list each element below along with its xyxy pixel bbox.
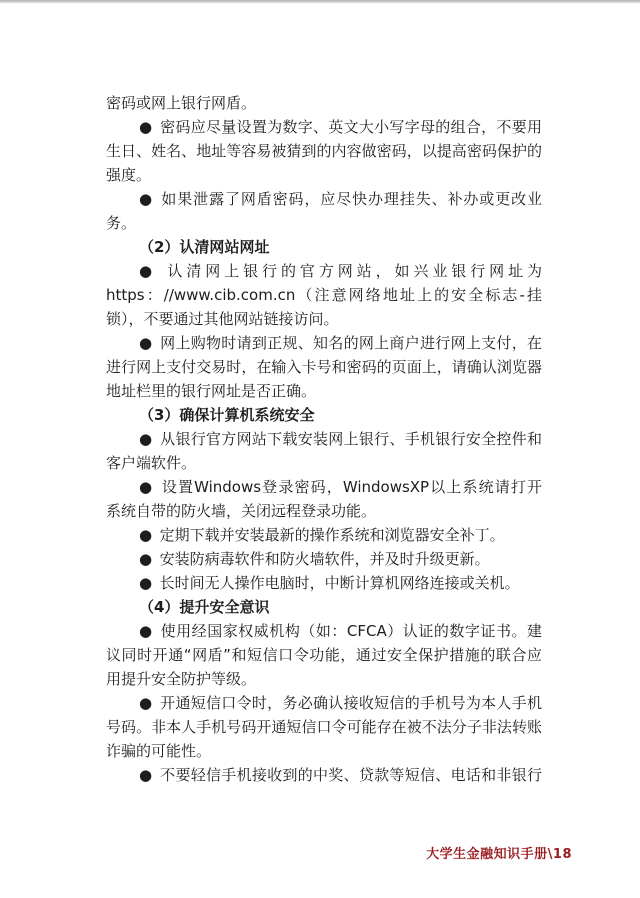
section-heading: （3）确保计算机系统安全 (139, 406, 315, 424)
section-heading: （2）认清网站网址 (139, 238, 270, 256)
text-line: ● 网上购物时请到正规、知名的网上商户进行网上支付，在 (139, 334, 542, 352)
text-line: 密码或网上银行网盾。 (106, 94, 257, 112)
text-line: 议同时开通“网盾”和短信口令功能，通过安全保护措施的联合应 (106, 646, 542, 664)
text-line: ● 长时间无人操作电脑时，中断计算机网络连接或关机。 (139, 574, 520, 592)
page-footer: 大学生金融知识手册\18 (426, 847, 572, 862)
text-line: https：//www.cib.com.cn（注意网络地址上的安全标志-挂 (106, 286, 542, 304)
text-line: ● 密码应尽量设置为数字、英文大小写字母的组合，不要用 (139, 118, 542, 136)
text-line: 锁），不要通过其他网站链接访问。 (106, 310, 339, 328)
text-line: ● 不要轻信手机接收到的中奖、贷款等短信、电话和非银行 (139, 766, 542, 784)
text-line: ● 安装防病毒软件和防火墙软件，并及时升级更新。 (139, 550, 490, 568)
text-line: ● 设置Windows登录密码，WindowsXP以上系统请打开 (139, 478, 542, 496)
page-top-edge (0, 0, 640, 3)
text-line: 进行网上支付交易时，在输入卡号和密码的页面上，请确认浏览器 (106, 358, 542, 376)
text-line: ● 如果泄露了网盾密码，应尽快办理挂失、补办或更改业 (139, 190, 542, 208)
text-line: 用提升安全防护等级。 (106, 670, 257, 688)
text-line: 号码。非本人手机号码开通短信口令可能存在被不法分子非法转账 (106, 718, 542, 736)
text-line: 强度。 (106, 166, 152, 184)
text-line: ● 定期下载并安装最新的操作系统和浏览器安全补丁。 (139, 526, 505, 544)
text-line: 生日、姓名、地址等容易被猜到的内容做密码，以提高密码保护的 (106, 142, 542, 160)
text-line: 诈骗的可能性。 (106, 742, 212, 760)
text-line: ● 开通短信口令时，务必确认接收短信的手机号为本人手机 (139, 694, 542, 712)
text-line: 地址栏里的银行网址是否正确。 (106, 382, 317, 400)
text-line: ● 认清网上银行的官方网站，如兴业银行网址为 (139, 262, 542, 280)
text-line: 系统自带的防火墙，关闭远程登录功能。 (106, 502, 377, 520)
text-line: 务。 (106, 214, 137, 232)
section-heading: （4）提升安全意识 (139, 598, 270, 616)
document-body (106, 91, 542, 787)
text-line: ● 从银行官方网站下载安装网上银行、手机银行安全控件和 (139, 430, 542, 448)
text-line: 客户端软件。 (106, 454, 197, 472)
text-line: ● 使用经国家权威机构（如：CFCA）认证的数字证书。建 (139, 622, 542, 640)
